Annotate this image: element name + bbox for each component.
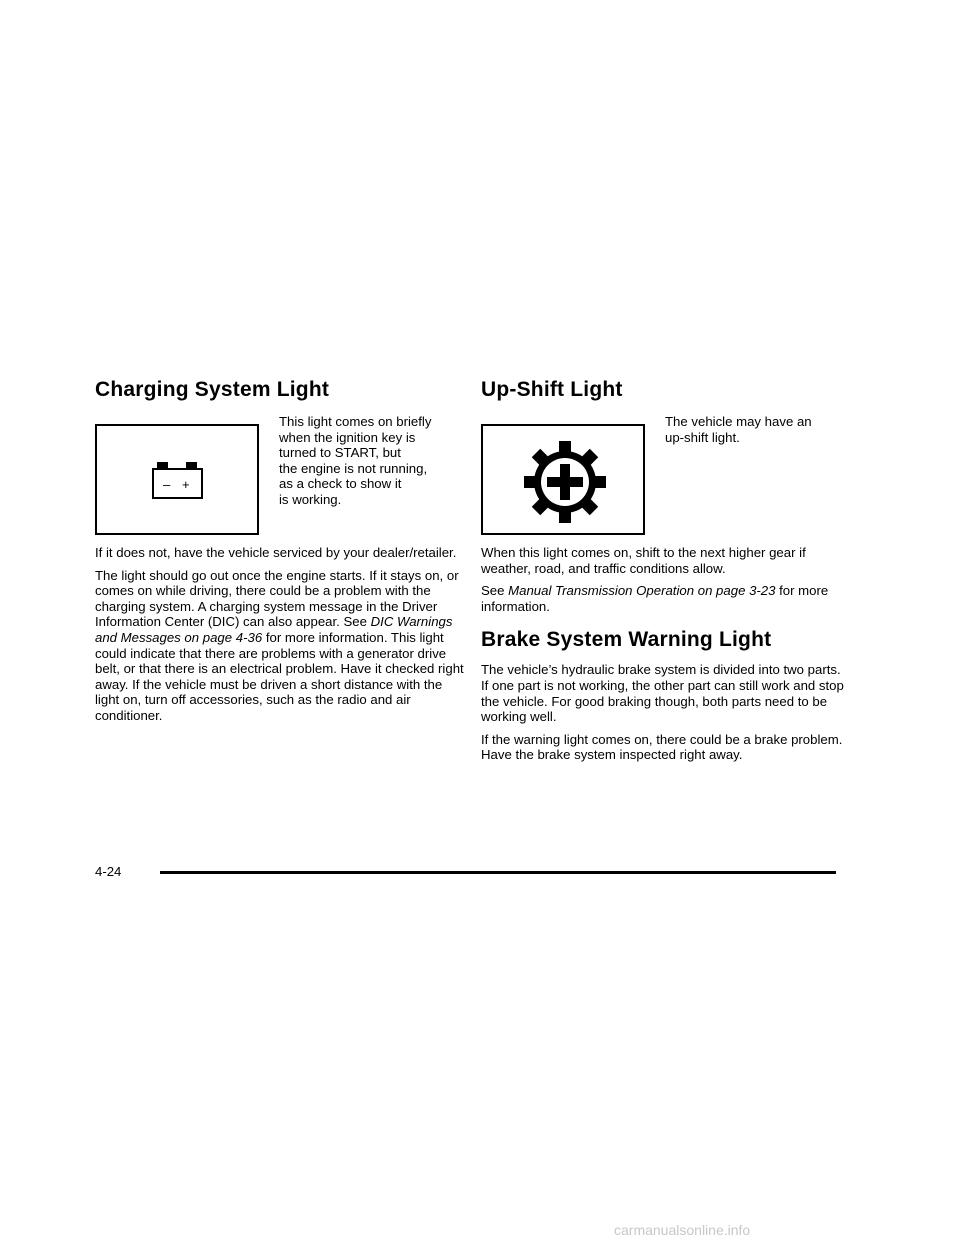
battery-icon bbox=[97, 426, 257, 533]
battery-minus: – bbox=[163, 477, 171, 492]
upshift-figure-row bbox=[481, 414, 851, 535]
manual-transmission-reference[interactable]: Manual Transmission Operation on page 3-23 bbox=[508, 583, 776, 599]
upshift-section bbox=[481, 378, 851, 770]
upshift-side-line: up-shift light. bbox=[665, 429, 740, 445]
brake-paragraph-1: The vehicle’s hydraulic brake system is divided into two parts. If one part is not working, the other part can still work and stop the vehicle. For good braking though, both parts need to be working well. bbox=[481, 662, 844, 725]
charging-side-line: is working. bbox=[279, 491, 342, 507]
text-run: for more information. bbox=[481, 583, 829, 614]
charging-figure-row bbox=[95, 414, 465, 535]
brake-title: Brake System Warning Light bbox=[481, 628, 772, 652]
watermark[interactable]: carmanualsonline.info bbox=[614, 1222, 751, 1238]
battery-plus: + bbox=[182, 477, 190, 492]
text-run: See bbox=[481, 583, 509, 599]
charging-icon-box bbox=[95, 424, 259, 535]
charging-side-line: This light comes on briefly bbox=[279, 414, 432, 429]
charging-title: Charging System Light bbox=[95, 378, 330, 401]
charging-side-line: as a check to show it bbox=[279, 476, 402, 492]
upshift-gear-icon bbox=[483, 426, 643, 533]
brake-paragraph-2: If the warning light comes on, there could be a brake problem. Have the brake system inspected right away. bbox=[481, 731, 843, 763]
footer-rule bbox=[160, 871, 836, 874]
charging-paragraph-1: If it does not, have the vehicle serviced by your dealer/retailer. bbox=[95, 545, 457, 560]
upshift-paragraph-1: When this light comes on, shift to the next higher gear if weather, road, and traffic conditions allow. bbox=[481, 545, 806, 576]
page-number: 4-24 bbox=[95, 864, 122, 879]
upshift-title: Up-Shift Light bbox=[481, 378, 623, 401]
brake-body bbox=[481, 662, 851, 763]
charging-paragraph-2 bbox=[95, 568, 465, 724]
upshift-paragraph-2 bbox=[481, 583, 851, 614]
charging-section bbox=[95, 378, 465, 731]
charging-body bbox=[95, 545, 465, 724]
charging-side-line: turned to START, but bbox=[279, 445, 401, 461]
text-run: for more information. This light could indicate that there are problems with a generator drive belt, or that there is an electrical problem. Have it checked right away. If the vehicle must be driven a short distance with the light on, turn off accessories, such as the radio and air conditioner. bbox=[95, 629, 464, 723]
upshift-side-text bbox=[665, 414, 812, 445]
upshift-side-line: The vehicle may have an bbox=[665, 414, 812, 429]
upshift-body bbox=[481, 545, 851, 614]
charging-side-line: the engine is not running, bbox=[279, 460, 428, 476]
upshift-icon-box bbox=[481, 424, 645, 535]
charging-side-text bbox=[279, 414, 431, 508]
dic-warnings-reference[interactable]: DIC Warnings and Messages on page 4-36 bbox=[95, 614, 453, 645]
text-run: The light should go out once the engine starts. If it stays on, or comes on while driving, there could be a problem with the charging system. A charging system message in the Driver Information Center (DIC) can also appear. See bbox=[95, 567, 459, 630]
charging-side-line: when the ignition key is bbox=[279, 429, 416, 445]
